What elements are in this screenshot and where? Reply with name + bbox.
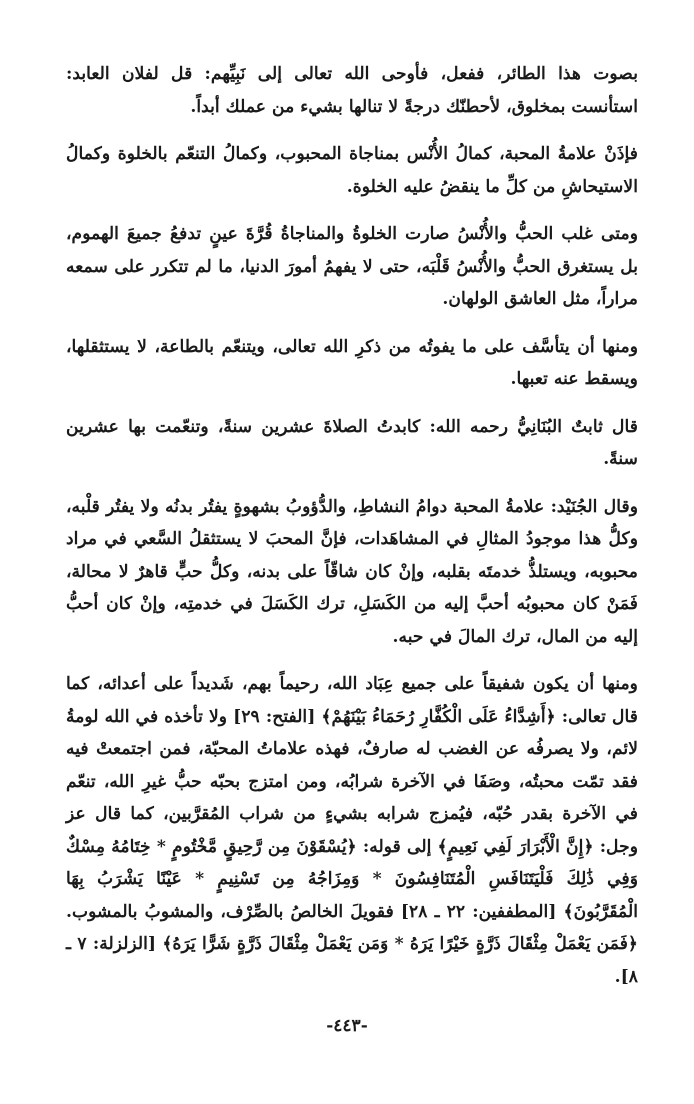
paragraph-bird-voice: بصوت هذا الطائر، ففعل، فأوحى الله تعالى إلى نَبِيِّهم: قل لفلان العابد: استأنست بمخلوق، لأحطنّك درجةً لا تنالها بشيء من عملك أبداً. bbox=[66, 64, 638, 117]
paragraph-al-junayd: وقال الجُنَيْد: علامةُ المحبة دوامُ النشاطِ، والدُّؤوبُ بشهوةٍ يفتُر بدنُه ولا يفتُر قلْبه، وكلُّ هذا موجودُ المثالِ في المشاهَدات، فإنَّ المحبَ لا يستثقلُ السَّعي في مراد محبوبه، ويستلذُّ خدمتَه بقلبه، وإنْ كان شاقّاً على بدنه، وكلُّ حبٍّ قاهرٌ لا محالة، فَمَنْ كان محبوبُه أحبَّ إليه من الكَسَلِ، ترك الكَسَلَ في خدمتِه، وإنْ كان أحبُّ إليه من المال، ترك المالَ في حبه. bbox=[66, 496, 638, 647]
paragraph-love-and-intimacy: ومتى غلب الحبُّ والأُنْسُ صارت الخلوةُ والمناجاةُ قُرَّةَ عينٍ تدفعُ جميعَ الهموم، بل يستغرق الحبُّ والأُنْسُ قَلْبَه، حتى لا يفهمُ أمورَ الدنيا، ما لم تتكرر على سمعه مراراً، مثل العاشق الولهان. bbox=[66, 224, 638, 309]
page-body bbox=[66, 58, 638, 993]
paragraph-thabit-al-bunani: قال ثابتٌ البُنَانِيُّ رحمه الله: كابدتُ الصلاةَ عشرين سنةً، وتنعّمت بها عشرين سنةً. bbox=[66, 416, 638, 469]
paragraph-signs-of-love: فإذَنْ علامةُ المحبة، كمالُ الأُنْس بمناجاة المحبوب، وكمالُ التنعّم بالخلوة وكمالُ الاستيحاشِ من كلِّ ما ينقضُ عليه الخلوة. bbox=[66, 144, 638, 197]
paragraph-compassion-quran: ومنها أن يكون شفيقاً على جميع عِبَاد الله، رحيماً بهم، شَديداً على أعدائه، كما قال تعالى: ﴿أَشِدَّاءُ عَلَى الْكُفَّارِ رُحَمَاءُ بَيْنَهُمْ﴾ [الفتح: ٢٩] ولا تأخذه في الله لومةُ لائم، ولا يصرفُه عن الغضب له صارفٌ، فهذه علاماتُ المحبّة، فمن اجتمعتْ فيه فقد تمّت محبتُه، وصَفَا في الآخرة شرابُه، ومن امتزج بحبّه حبُّ غيرِ الله، تنعّم في الآخرة بقدر حُبّه، فيُمزج شرابه بشيءٍ من شراب المُقرَّبين، كما قال عز وجل: ﴿إِنَّ الْأَبْرَارَ لَفِي نَعِيمٍ﴾ إلى قوله: ﴿يُسْقَوْنَ مِن رَّحِيقٍ مَّخْتُومٍ * خِتَامُهُ مِسْكٌ وَفِي ذَٰلِكَ فَلْيَتَنَافَسِ الْمُتَنَافِسُونَ * وَمِزَاجُهُ مِن تَسْنِيمٍ * عَيْنًا يَشْرَبُ بِهَا الْمُقَرَّبُونَ﴾ [المطففين: ٢٢ ـ ٢٨] فقويلَ الخالصُ بالصِّرْف، والمشوبُ بالمشوب. ﴿فَمَن يَعْمَلْ مِثْقَالَ ذَرَّةٍ خَيْرًا يَرَهُ * وَمَن يَعْمَلْ مِثْقَالَ ذَرَّةٍ شَرًّا يَرَهُ﴾ [الزلزلة: ٧ ـ ٨]. bbox=[66, 674, 639, 987]
paragraph-regret-missing-dhikr: ومنها أن يتأسَّف على ما يفوتُه من ذكرِ الله تعالى، ويتنعّم بالطاعة، لا يستثقلها، ويسقط عنه تعبها. bbox=[66, 336, 638, 389]
page-number: -٤٤٣- bbox=[326, 1016, 368, 1036]
